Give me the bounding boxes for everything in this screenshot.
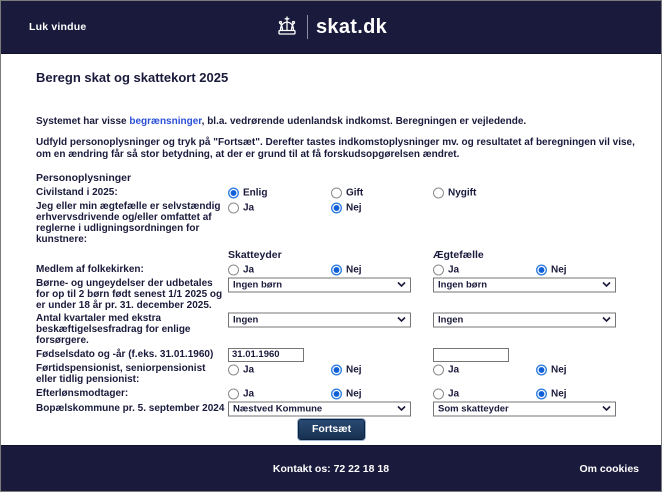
early-pension-row xyxy=(36,363,636,385)
footer-bar xyxy=(1,445,661,491)
extra-deduction-spouse-select[interactable] xyxy=(433,312,616,327)
section-title: Personoplysninger xyxy=(36,172,132,184)
brand-text: skat.dk xyxy=(315,15,388,38)
radio-dot xyxy=(433,364,444,375)
select-value: Ingen xyxy=(233,314,259,325)
header-bar xyxy=(1,1,661,54)
radio-dot xyxy=(331,264,342,275)
limitations-link[interactable]: begrænsninger xyxy=(129,116,202,127)
church-member-row xyxy=(36,263,636,276)
radio-label: Ja xyxy=(448,388,460,399)
self-employed-row xyxy=(36,201,636,245)
municipality-label: Bopælskommune pr. 5. september 2024 xyxy=(36,403,225,414)
radio-selfemployed-ja[interactable] xyxy=(228,202,254,213)
radio-church-spouse-ja[interactable] xyxy=(433,264,459,275)
radio-label: Enlig xyxy=(243,187,268,198)
birthdate-spouse-input[interactable] xyxy=(433,348,509,362)
chevron-down-icon xyxy=(602,282,611,288)
civil-status-label: Civilstand i 2025: xyxy=(36,187,118,198)
civil-status-row xyxy=(36,186,636,199)
radio-civil-enlig[interactable] xyxy=(228,187,267,198)
radio-label: Ja xyxy=(243,202,255,213)
chevron-down-icon xyxy=(397,406,406,412)
radio-label: Nej xyxy=(346,364,362,375)
radio-pension-spouse-nej[interactable] xyxy=(536,364,567,375)
radio-efterloen-spouse-nej[interactable] xyxy=(536,388,567,399)
logo-divider xyxy=(307,15,308,39)
extra-deduction-row xyxy=(36,313,636,346)
contact-phone-text: Kontakt os: 72 22 18 18 xyxy=(272,462,390,475)
radio-pension-taxpayer-nej[interactable] xyxy=(331,364,362,375)
select-value: Næstved Kommune xyxy=(233,403,323,414)
municipality-spouse-select[interactable] xyxy=(433,401,616,416)
radio-dot xyxy=(536,364,547,375)
radio-dot xyxy=(228,264,239,275)
crown-icon xyxy=(275,15,299,39)
radio-efterloen-spouse-ja[interactable] xyxy=(433,388,459,399)
extra-deduction-taxpayer-select[interactable] xyxy=(228,312,411,327)
radio-dot xyxy=(536,388,547,399)
radio-label: Nej xyxy=(551,364,567,375)
radio-dot xyxy=(228,187,239,198)
spouse-column-header: Ægtefælle xyxy=(433,248,484,261)
radio-church-spouse-nej[interactable] xyxy=(536,264,567,275)
children-benefit-spouse-select[interactable] xyxy=(433,277,616,292)
radio-dot xyxy=(228,388,239,399)
radio-civil-gift[interactable] xyxy=(331,187,363,198)
extra-deduction-label: Antal kvartaler med ekstra beskæftigelsesfradrag for enlige forsørgere. xyxy=(36,313,191,346)
chevron-down-icon xyxy=(602,406,611,412)
radio-label: Gift xyxy=(346,187,364,198)
radio-civil-nygift[interactable] xyxy=(433,187,476,198)
radio-label: Ja xyxy=(243,388,255,399)
continue-button[interactable]: Fortsæt xyxy=(298,419,365,440)
radio-label: Ja xyxy=(243,364,255,375)
birthdate-taxpayer-input[interactable] xyxy=(228,348,304,362)
radio-dot xyxy=(536,264,547,275)
early-pension-label: Førtidspensionist, seniorpensionist eller tidlig pensionist: xyxy=(36,363,206,385)
submit-row xyxy=(298,419,636,440)
self-employed-label: Jeg eller min ægtefælle er selvstændig erhvervsdrivende og/eller omfattet af reglerne i udligningsordningen for kunstnere: xyxy=(36,201,221,245)
efterloen-label: Efterlønsmodtager: xyxy=(36,388,129,399)
radio-label: Nej xyxy=(551,264,567,275)
radio-pension-spouse-ja[interactable] xyxy=(433,364,459,375)
select-value: Som skatteyder xyxy=(438,403,509,414)
radio-dot xyxy=(228,202,239,213)
radio-dot xyxy=(331,202,342,213)
select-value: Ingen børn xyxy=(233,279,283,290)
radio-label: Ja xyxy=(448,364,460,375)
radio-dot xyxy=(433,187,444,198)
radio-church-taxpayer-nej[interactable] xyxy=(331,264,362,275)
radio-pension-taxpayer-ja[interactable] xyxy=(228,364,254,375)
birthdate-row xyxy=(36,348,636,361)
column-header-row xyxy=(36,248,636,261)
cookies-link[interactable]: Om cookies xyxy=(579,462,639,475)
municipality-taxpayer-select[interactable] xyxy=(228,401,411,416)
radio-label: Nej xyxy=(551,388,567,399)
chevron-down-icon xyxy=(602,317,611,323)
efterloen-row xyxy=(36,387,636,400)
chevron-down-icon xyxy=(397,317,406,323)
intro-p1-pre: Systemet har visse xyxy=(36,116,130,127)
radio-selfemployed-nej[interactable] xyxy=(331,202,362,213)
intro-paragraph-1 xyxy=(36,116,636,128)
radio-dot xyxy=(331,364,342,375)
radio-label: Nej xyxy=(346,202,362,213)
page-title: Beregn skat og skattekort 2025 xyxy=(36,70,229,85)
radio-label: Ja xyxy=(448,264,460,275)
birthdate-label: Fødselsdato og -år (f.eks. 31.01.1960) xyxy=(36,349,214,360)
municipality-row xyxy=(36,402,636,415)
radio-label: Nej xyxy=(346,264,362,275)
radio-label: Nej xyxy=(346,388,362,399)
radio-dot xyxy=(228,364,239,375)
church-member-label: Medlem af folkekirken: xyxy=(36,264,144,275)
select-value: Ingen xyxy=(438,314,464,325)
taxpayer-column-header: Skatteyder xyxy=(228,248,282,261)
radio-dot xyxy=(331,388,342,399)
radio-dot xyxy=(331,187,342,198)
radio-dot xyxy=(433,264,444,275)
select-value: Ingen børn xyxy=(438,279,488,290)
radio-church-taxpayer-ja[interactable] xyxy=(228,264,254,275)
close-window-link[interactable]: Luk vindue xyxy=(29,21,87,33)
children-benefit-row xyxy=(36,278,636,311)
intro-p1-post: , bl.a. vedrørende udenlandsk indkomst. Beregningen er vejledende. xyxy=(201,116,527,127)
radio-efterloen-taxpayer-ja[interactable] xyxy=(228,388,254,399)
radio-efterloen-taxpayer-nej[interactable] xyxy=(331,388,362,399)
main-content xyxy=(1,54,661,440)
skat-logo xyxy=(275,15,387,39)
children-benefit-label: Børne- og ungeydelser der udbetales for op til 2 børn født senest 1/1 2025 og er under 18 år pr. 31. december 2025. xyxy=(36,278,223,311)
radio-label: Nygift xyxy=(448,187,477,198)
personal-info-form xyxy=(36,172,636,440)
radio-dot xyxy=(433,388,444,399)
radio-label: Ja xyxy=(243,264,255,275)
children-benefit-taxpayer-select[interactable] xyxy=(228,277,411,292)
chevron-down-icon xyxy=(397,282,406,288)
intro-paragraph-2: Udfyld personoplysninger og tryk på "Fortsæt". Derefter tastes indkomstoplysninger mv. og resultatet af beregningen vil vise, om en ændring får så stor betydning, at der er grund til at få forskudsopgørelsen ændret. xyxy=(36,137,635,160)
